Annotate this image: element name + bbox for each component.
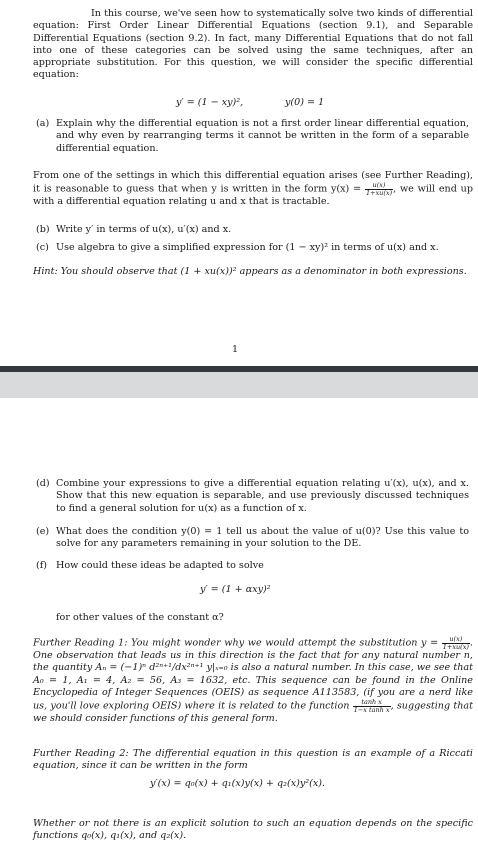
alpha-equation: y′ = (1 + αxy)²: [200, 584, 271, 595]
riccati-equation: y′(x) = q₀(x) + q₁(x)y(x) + q₂(x)y²(x).: [150, 778, 326, 789]
setting-frac-num: u(x): [365, 182, 393, 190]
setting-paragraph: [33, 170, 473, 209]
part-d-text: Combine your expressions to give a differential equation relating u′(x), u(x), and x. Show that this new equation is separable, and use previously discussed techniques to find a general solution for u(x) as a function of x.: [56, 478, 469, 514]
setting-fraction: [365, 182, 393, 196]
part-d-label: (d): [36, 478, 50, 489]
part-d: [36, 478, 469, 515]
part-a-text: Explain why the differential equation is not a first order linear differential equation, and why even by rearranging terms it cannot be written in the form of a separable differential equation.: [56, 118, 469, 154]
part-e-label: (e): [36, 526, 50, 537]
part-c-label: (c): [36, 242, 49, 253]
setting-frac-den: 1+xu(x): [365, 188, 393, 197]
hint-paragraph: Hint: You should observe that (1 + xu(x))² appears as a denominator in both expressions.: [33, 266, 467, 277]
fr1-fraction-2: [353, 699, 391, 713]
fr1-frac-num: u(x): [442, 636, 470, 644]
part-c-text: Use algebra to give a simplified expression for (1 − xy)² in terms of u(x) and x.: [56, 242, 439, 253]
page-1: [0, 0, 478, 366]
part-a: [36, 118, 469, 155]
setting-text-2: , we will end up with a differential equation relating u and x that is tractable.: [33, 183, 473, 208]
part-b-label: (b): [36, 224, 50, 235]
page-separator: [0, 366, 478, 398]
main-equation: y′ = (1 − xy)²,: [176, 97, 244, 108]
closing-paragraph: Whether or not there is an explicit solution to such an equation depends on the specific functions q₀(x), q₁(x), and q₂(x).: [33, 818, 473, 842]
fr1-fraction: [442, 636, 470, 650]
setting-text-1: From one of the settings in which this differential equation arises (see Further Reading), it is reasonable to guess that when y is written in the form y(x) =: [33, 170, 473, 195]
part-f: [36, 560, 469, 572]
page-number: 1: [232, 344, 239, 355]
part-f-label: (f): [36, 560, 48, 571]
fr1-frac2-den: 1−x tanh x: [353, 705, 390, 714]
part-e-text: What does the condition y(0) = 1 tell us about the value of u(0)? Use this value to solve for any parameters remaining in your solution to the DE.: [56, 526, 469, 550]
further-reading-1: [33, 636, 473, 725]
fr1-text-3: , suggesting that we should consider functions of this general form.: [33, 700, 473, 725]
part-b: [36, 224, 469, 236]
part-e: [36, 526, 469, 551]
part-f-text: How could these ideas be adapted to solve: [56, 560, 264, 571]
fr1-frac2-num: tanh x: [353, 699, 391, 707]
part-b-text: Write y′ in terms of u(x), u′(x) and x.: [56, 224, 232, 235]
fr1-text-2: . One observation that leads us in this direction is the fact that for any natural number n, the quantity Aₙ = (−1)ⁿ d²ⁿ⁺¹/dx²ⁿ⁺¹ y|ₓ₌₀ is also a natural number. In this case, we see that A₀ = 1, A₁ = 4, A₂ = 56, A₃ = 1632, etc. This sequence can be found in the Online Encyclopedia of Integer Sequences (OEIS) as sequence A113583, (if you are a nerd like us, you'll love exploring OEIS) where it is related to the function: [33, 637, 473, 712]
alpha-after-text: for other values of the constant α?: [56, 612, 224, 623]
initial-condition: y(0) = 1: [285, 97, 325, 108]
page-2: [0, 398, 478, 856]
fr1-frac-den: 1+xu(x): [442, 642, 469, 651]
intro-paragraph: In this course, we've seen how to systematically solve two kinds of differential equation: First Order Linear Differential Equations (section 9.1), and Separable Differential Equations (section 9.2). In fact, many Differential Equations that do not fall into one of these categories can be solved using the same techniques, after an appropriate substitution. For this question, we will consider the specific differential equation:: [33, 8, 473, 81]
further-reading-2: Further Reading 2: The differential equation in this question is an example of a Riccati equation, since it can be written in the form: [33, 748, 473, 772]
part-a-label: (a): [36, 118, 50, 129]
fr1-text-1: Further Reading 1: You might wonder why we would attempt the substitution y =: [33, 637, 439, 649]
part-c: [36, 242, 469, 254]
